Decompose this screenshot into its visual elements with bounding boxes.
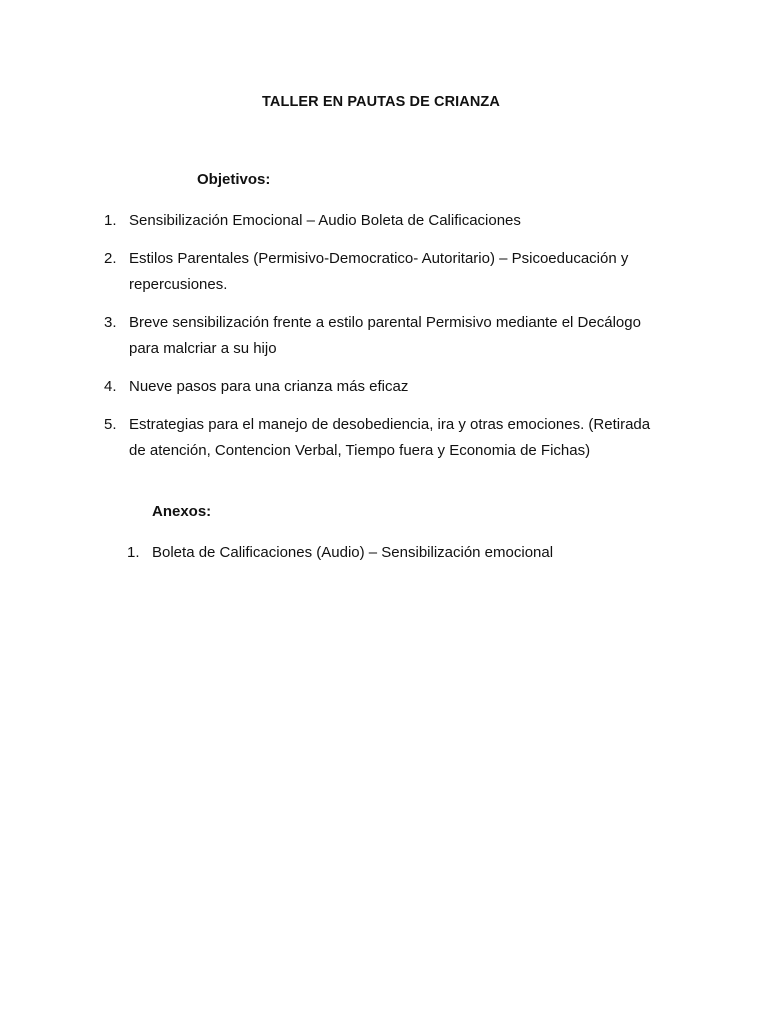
objetivos-list (104, 208, 664, 476)
objetivo-text: Nueve pasos para una crianza más eficaz (129, 378, 409, 395)
document-title: TALLER EN PAUTAS DE CRIANZA (262, 94, 500, 110)
objetivo-text: Estilos Parentales (Permisivo-Democratico- Autoritario) – Psicoeducación y repercusiones. (129, 250, 629, 293)
objetivo-item (104, 310, 664, 362)
objetivo-item (104, 374, 664, 400)
list-number: 2. (104, 250, 117, 267)
objetivo-item (104, 412, 664, 464)
anexo-item (127, 540, 647, 566)
anexo-text: Boleta de Calificaciones (Audio) – Sensibilización emocional (152, 544, 554, 561)
list-number: 1. (104, 212, 117, 229)
list-number: 1. (127, 544, 140, 561)
objetivo-text: Estrategias para el manejo de desobediencia, ira y otras emociones. (Retirada de atención, Contencion Verbal, Tiempo fuera y Economia de Fichas) (129, 416, 651, 459)
objetivo-item (104, 208, 664, 234)
list-number: 5. (104, 416, 117, 433)
objetivo-text: Breve sensibilización frente a estilo parental Permisivo mediante el Decálogo para malcriar a su hijo (129, 314, 641, 357)
objetivo-text: Sensibilización Emocional – Audio Boleta de Calificaciones (129, 212, 521, 229)
list-number: 4. (104, 378, 117, 395)
anexos-heading: Anexos: (152, 503, 212, 520)
anexos-list (127, 540, 647, 566)
list-number: 3. (104, 314, 117, 331)
objetivo-item (104, 246, 664, 298)
objetivos-heading: Objetivos: (197, 171, 271, 188)
